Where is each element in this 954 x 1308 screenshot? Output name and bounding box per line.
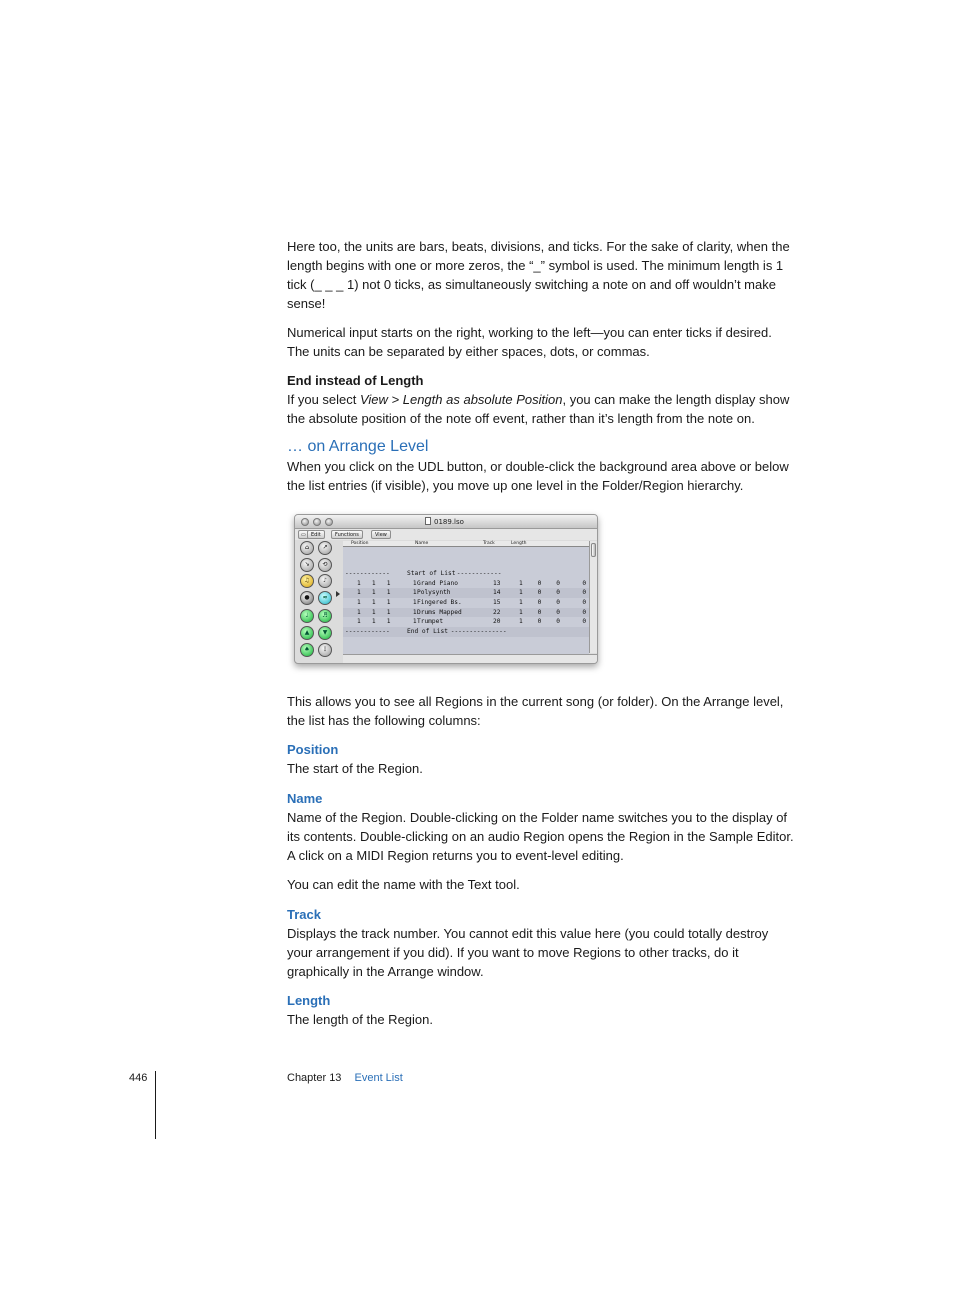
view-menu[interactable]: View bbox=[371, 530, 391, 539]
hierarchy-button[interactable]: ▭ bbox=[298, 530, 309, 539]
event-filter-buttons bbox=[298, 541, 336, 661]
position-text: The start of the Region. bbox=[287, 761, 423, 776]
program-filter-icon[interactable]: ● bbox=[300, 591, 314, 605]
scroll-thumb[interactable] bbox=[591, 543, 596, 557]
chord-events-icon[interactable]: ♬ bbox=[318, 609, 332, 623]
arrange-level-heading: … on Arrange Level bbox=[287, 438, 429, 455]
horizontal-scrollbar[interactable] bbox=[343, 654, 598, 663]
sysex-icon[interactable]: ▼ bbox=[318, 626, 332, 640]
column-track[interactable]: Track bbox=[483, 541, 495, 546]
end-of-list-row: ------------ End of List --------------- bbox=[343, 627, 589, 637]
position-heading: Position bbox=[287, 742, 339, 757]
event-list[interactable] bbox=[343, 541, 589, 661]
after-paragraph: This allows you to see all Regions in the current song (or folder). On the Arrange level, the list has the following columns: bbox=[287, 694, 784, 728]
end-instead-text: If you select View > Length as absolute Position, you can make the length display show the absolute position of the note off event, rather than it’s length from the note on. bbox=[287, 392, 790, 426]
in-button[interactable]: ↘ bbox=[300, 558, 314, 572]
meta-events-icon[interactable]: ♠ bbox=[300, 643, 314, 657]
footer-chapter: Chapter 13 bbox=[287, 1072, 342, 1084]
loop-button[interactable]: ⟲ bbox=[318, 558, 332, 572]
note-filter-icon[interactable]: ♪ bbox=[318, 574, 332, 588]
track-heading: Track bbox=[287, 907, 321, 922]
table-row[interactable]: 1 1 1 1 Polysynth 14 1 0 0 0 bbox=[343, 588, 589, 598]
end-instead-section bbox=[287, 371, 797, 428]
menu-path: View > Length as absolute Position bbox=[359, 392, 563, 407]
edit-menu[interactable]: Edit bbox=[307, 530, 325, 539]
track-text: Displays the track number. You cannot edit this value here (you could totally destroy your arrangement if you did). If you want to move Regions to other tracks, do it graphically in the Arrange window. bbox=[287, 926, 769, 979]
length-section bbox=[287, 991, 797, 1029]
length-heading: Length bbox=[287, 993, 331, 1008]
page-number: 446 bbox=[129, 1072, 148, 1084]
close-window-button[interactable] bbox=[301, 518, 309, 526]
column-position[interactable]: Position bbox=[351, 541, 369, 546]
table-row[interactable]: 1 1 1 1 Grand Piano 13 1 0 0 0 bbox=[357, 579, 587, 587]
out-button[interactable]: ↗ bbox=[318, 541, 332, 555]
document-icon bbox=[425, 517, 431, 525]
length-text: The length of the Region. bbox=[287, 1012, 433, 1027]
table-row[interactable]: 1 1 1 1 Drums Mapped 22 1 0 0 0 bbox=[343, 608, 589, 618]
intro-paragraph-2: Numerical input starts on the right, working to the left—you can enter ticks if desired. The units can be separated by either spaces, dots, or commas. bbox=[287, 325, 772, 359]
udl-button[interactable]: ⌂ bbox=[300, 541, 314, 555]
table-row[interactable]: 1 1 1 1 Fingered Bs. 15 1 0 0 0 bbox=[357, 599, 587, 607]
footer-section-link[interactable]: Event List bbox=[354, 1072, 403, 1084]
name-heading: Name bbox=[287, 791, 323, 806]
vertical-scrollbar[interactable] bbox=[589, 541, 597, 653]
column-name[interactable]: Name bbox=[415, 541, 429, 546]
pitchbend-filter-icon[interactable]: ♫ bbox=[300, 574, 314, 588]
window-title: 0189.lso bbox=[425, 516, 464, 528]
name-section bbox=[287, 789, 797, 865]
event-list-window bbox=[294, 514, 598, 664]
zoom-window-button[interactable] bbox=[325, 518, 333, 526]
end-instead-heading: End instead of Length bbox=[287, 373, 424, 388]
column-header bbox=[343, 541, 589, 547]
playhead-arrow-icon bbox=[336, 591, 340, 597]
name-section-2 bbox=[287, 875, 797, 894]
list-rows bbox=[343, 569, 589, 637]
controller-filter-icon[interactable]: ≈ bbox=[318, 591, 332, 605]
name-text: Name of the Region. Double-clicking on the Folder name switches you to the display of its contents. Double-clicking on an audio Region opens the Region in the Sample Editor. A click on a MIDI Region returns you to event-level editing. bbox=[287, 810, 794, 863]
title-bar bbox=[295, 515, 597, 529]
arrange-level-text: When you click on the UDL button, or double-click the background area above or below the list entries (if visible), you move up one level in the Folder/Region hierarchy. bbox=[287, 459, 789, 493]
note-events-icon[interactable]: ♩ bbox=[300, 609, 314, 623]
start-of-list-row: ------------ Start of List ------------ bbox=[345, 570, 502, 577]
name-text-2: You can edit the name with the Text tool. bbox=[287, 877, 520, 892]
minimize-window-button[interactable] bbox=[313, 518, 321, 526]
aftertouch-icon[interactable]: ▲ bbox=[300, 626, 314, 640]
column-length[interactable]: Length bbox=[511, 541, 527, 546]
functions-menu[interactable]: Functions bbox=[331, 530, 363, 539]
track-section bbox=[287, 905, 797, 981]
footer bbox=[287, 1071, 403, 1085]
grid-icon[interactable]: ⋮ bbox=[318, 643, 332, 657]
arrange-level-section bbox=[287, 437, 797, 495]
local-menu-bar bbox=[295, 529, 597, 540]
position-section bbox=[287, 740, 797, 778]
table-row[interactable]: 1 1 1 1 Trumpet 20 1 0 0 0 bbox=[357, 618, 587, 626]
footer-rule bbox=[155, 1071, 156, 1139]
intro-paragraph-1: Here too, the units are bars, beats, divisions, and ticks. For the sake of clarity, when the length begins with one or more zeros, the “_” symbol is used. The minimum length is 1 tick (_ _ _ 1) not 0 ticks, as simultaneously switching a note on and off wouldn’t make sense! bbox=[287, 239, 790, 311]
